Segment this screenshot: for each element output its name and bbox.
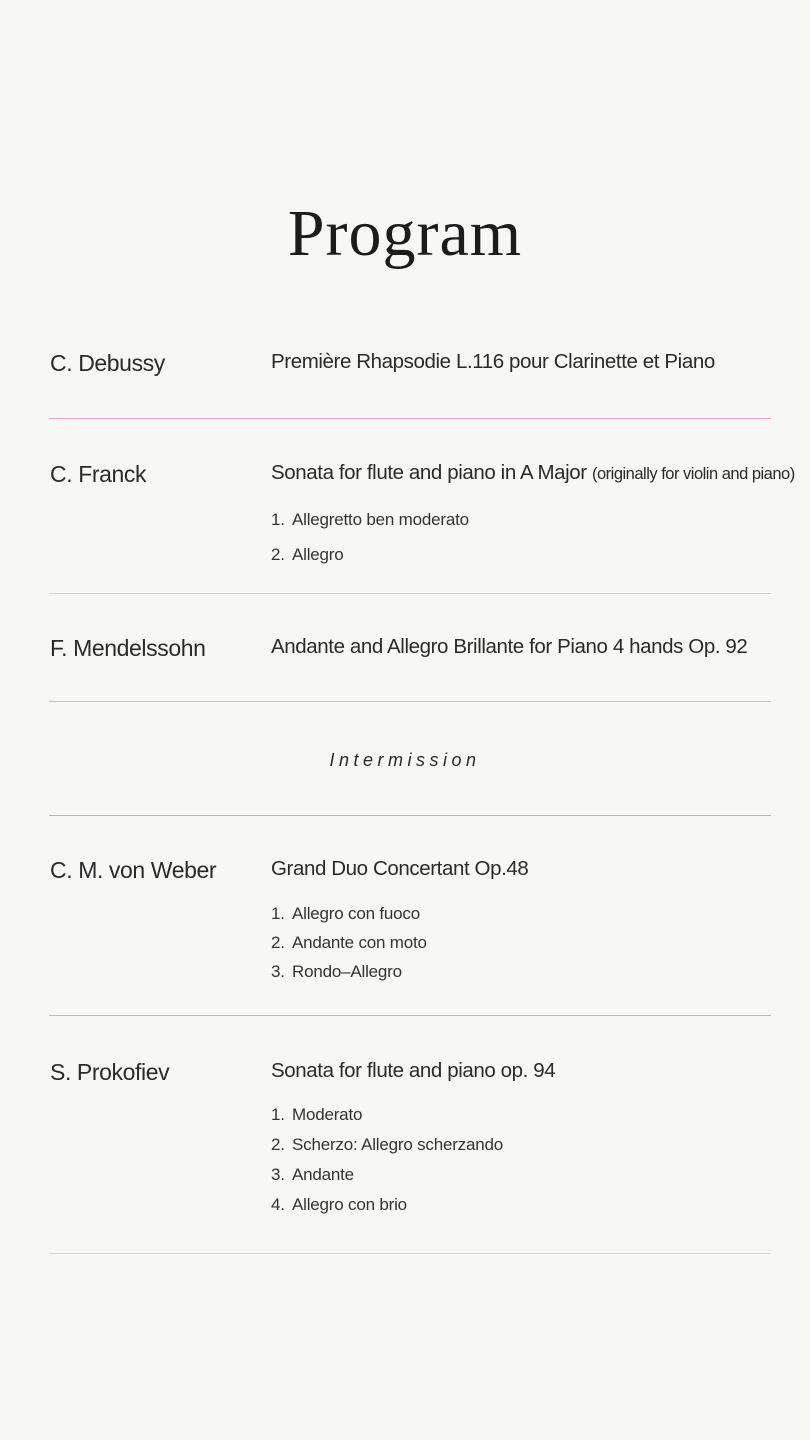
composer-name: C. Debussy bbox=[50, 350, 165, 376]
intermission-label: Intermission bbox=[329, 750, 481, 770]
composer-name: F. Mendelssohn bbox=[50, 635, 206, 661]
work-note: (originally for violin and piano) bbox=[592, 465, 795, 483]
divider-pink bbox=[49, 418, 771, 419]
work-title-text: Première Rhapsodie L.116 pour Clarinette et Piano bbox=[271, 350, 715, 373]
work-title bbox=[271, 857, 528, 881]
movement-item: 3. Rondo–Allegro bbox=[271, 962, 402, 981]
movement-item: 4. Allegro con brio bbox=[271, 1195, 407, 1214]
movement-item: 2. Allegro bbox=[271, 545, 344, 564]
movement-list bbox=[271, 1100, 503, 1220]
page-title: Program bbox=[287, 197, 523, 270]
movement-item: 1. Allegro con fuoco bbox=[271, 904, 420, 923]
divider-yellow bbox=[49, 1253, 771, 1254]
movement-item: 1. Allegretto ben moderato bbox=[271, 510, 469, 529]
divider-green bbox=[49, 701, 771, 702]
divider-pink bbox=[49, 1015, 771, 1016]
work-title-text: Grand Duo Concertant Op.48 bbox=[271, 857, 529, 880]
work-title bbox=[271, 350, 715, 374]
work-title bbox=[271, 635, 747, 659]
movement-item: 1. Moderato bbox=[271, 1105, 363, 1124]
work-title bbox=[271, 1059, 555, 1083]
work-title-text: Sonata for flute and piano op. 94 bbox=[271, 1059, 556, 1082]
work-title bbox=[271, 461, 795, 485]
movement-item: 3. Andante bbox=[271, 1165, 354, 1184]
composer-name: C. M. von Weber bbox=[50, 857, 217, 883]
movement-item: 2. Scherzo: Allegro scherzando bbox=[271, 1135, 504, 1154]
divider-yellow bbox=[49, 593, 771, 594]
work-title-text: Sonata for flute and piano in A Major bbox=[271, 461, 587, 484]
movement-list bbox=[271, 502, 469, 572]
movement-list bbox=[271, 899, 427, 986]
divider-violet bbox=[49, 815, 771, 816]
movement-item: 2. Andante con moto bbox=[271, 933, 427, 952]
composer-name: S. Prokofiev bbox=[50, 1059, 170, 1085]
work-title-text: Andante and Allegro Brillante for Piano 4 hands Op. 92 bbox=[271, 635, 748, 658]
composer-name: C. Franck bbox=[50, 461, 147, 487]
